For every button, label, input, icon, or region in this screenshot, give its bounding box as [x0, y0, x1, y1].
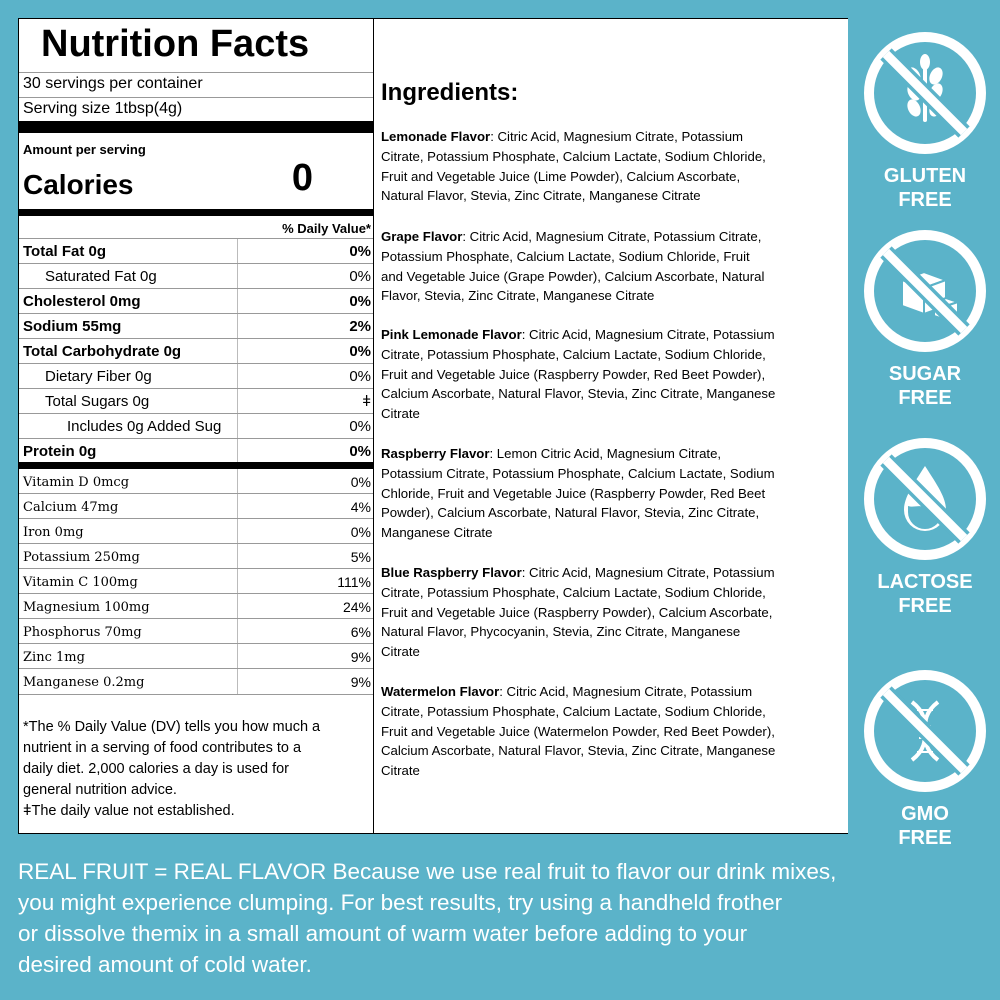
wheat-icon — [862, 30, 988, 156]
column-divider — [237, 569, 238, 594]
column-divider — [237, 519, 238, 544]
vitamin-row — [19, 494, 373, 519]
ingredient-text: Fruit and Vegetable Juice (Raspberry Powder, Red Beet Powder), — [381, 366, 766, 382]
ingredient-line — [381, 722, 847, 742]
footnote-line: general nutrition advice. — [23, 782, 177, 798]
amount-per-serving: Amount per serving — [23, 142, 146, 157]
ingredient-line — [381, 642, 847, 662]
badge-label — [862, 164, 988, 212]
nutrient-daily-value: 0% — [349, 418, 371, 435]
badge-line2: FREE — [898, 387, 952, 409]
ingredient-text: Citrate — [381, 406, 420, 422]
vitamin-row — [19, 594, 373, 619]
ingredient-line — [381, 741, 847, 761]
flavor-ingredients — [381, 325, 847, 424]
flavor-name: Watermelon Flavor — [381, 684, 500, 699]
vitamin-label: Magnesium 100mg — [23, 600, 150, 615]
badge-lactose-free — [862, 436, 988, 618]
ingredient-text: Flavor, Stevia, Zinc Citrate, Manganese Citrate — [381, 288, 655, 304]
ingredient-text: : Lemon Citric Acid, Magnesium Citrate, — [489, 446, 722, 461]
column-divider — [237, 339, 238, 364]
column-divider — [237, 494, 238, 519]
flavor-ingredients — [381, 127, 847, 206]
vitamin-daily-value: 5% — [350, 549, 371, 565]
badge-gluten-free — [862, 30, 988, 212]
note-line: you might experience clumping. For best results, try using a handheld frother — [18, 890, 783, 915]
calories-label: Calories — [23, 169, 134, 200]
ingredient-line — [381, 286, 847, 306]
vitamin-label: Iron 0mg — [23, 525, 84, 540]
badge-gmo-free — [862, 668, 988, 850]
calories-value: 0 — [291, 157, 313, 199]
nutrient-daily-value: 2% — [349, 318, 371, 335]
nutrient-label: Total Sugars 0g — [45, 393, 150, 410]
ingredient-line — [381, 583, 847, 603]
vitamin-daily-value: 111% — [337, 574, 371, 590]
vitamin-row — [19, 644, 373, 669]
nutrient-label: Includes 0g Added Sug — [67, 418, 222, 435]
vitamin-label: Potassium 250mg — [23, 550, 140, 565]
ingredients-heading: Ingredients: — [381, 79, 519, 106]
vitamin-row — [19, 469, 373, 494]
ingredient-text: : Citric Acid, Magnesium Citrate, Potassium — [499, 684, 753, 699]
badge-line1: GMO — [901, 803, 949, 825]
ingredient-line — [381, 484, 847, 504]
ingredient-text: Citrate, Potassium Phosphate, Calcium Lactate, Sodium Chloride, — [381, 148, 766, 164]
ingredient-text: Citrate — [381, 644, 420, 660]
vitamin-row — [19, 669, 373, 694]
ingredient-text: : Citric Acid, Magnesium Citrate, Potassium — [521, 327, 775, 342]
nutrient-daily-value: 0% — [349, 268, 371, 285]
ingredient-text: : Citric Acid, Magnesium Citrate, Potassium — [521, 565, 775, 580]
flavor-name: Grape Flavor — [381, 229, 463, 244]
ingredient-line — [381, 761, 847, 781]
column-divider — [237, 669, 238, 694]
divider — [19, 72, 373, 73]
nutrient-daily-value: 0% — [349, 368, 371, 385]
column-divider — [237, 239, 238, 264]
daily-value-header: % Daily Value* — [282, 221, 371, 236]
nutrient-label: Cholesterol 0mg — [23, 293, 141, 310]
note-line: REAL FRUIT = REAL FLAVOR Because we use real fruit to flavor our drink mixes, — [18, 859, 837, 884]
badge-line2: FREE — [898, 827, 952, 849]
ingredient-text: Natural Flavor, Phycocyanin, Stevia, Zinc Citrate, Manganese — [381, 624, 741, 640]
nutrient-label: Dietary Fiber 0g — [45, 368, 152, 385]
servings-text: 30 servings per container — [23, 75, 203, 92]
ingredient-line — [381, 345, 847, 365]
divider — [19, 694, 373, 695]
vitamin-row — [19, 544, 373, 569]
badge-label — [862, 362, 988, 410]
ingredient-line — [381, 603, 847, 623]
ingredient-line — [381, 622, 847, 642]
daily-value-footnote — [23, 717, 320, 822]
column-divider — [237, 314, 238, 339]
ingredient-text: Fruit and Vegetable Juice (Watermelon Powder, Red Beet Powder), — [381, 723, 775, 739]
ingredients-panel — [374, 18, 848, 834]
ingredient-text: Powder), Calcium Ascorbate, Natural Flavor, Stevia, Zinc Citrate, — [381, 505, 760, 521]
vitamin-daily-value: 0% — [350, 474, 371, 490]
nutrient-row — [19, 289, 373, 314]
ingredient-line — [381, 503, 847, 523]
thick-divider — [19, 209, 373, 216]
ingredient-line — [381, 325, 847, 345]
footnote-line: nutrient in a serving of food contributes to a — [23, 740, 302, 756]
ingredient-line — [381, 167, 847, 187]
column-divider — [237, 644, 238, 669]
footnote-line: daily diet. 2,000 calories a day is used for — [23, 761, 289, 777]
nutrient-row — [19, 314, 373, 339]
serving-size-text: Serving size 1tbsp(4g) — [23, 100, 183, 117]
ingredient-text: Natural Flavor, Stevia, Zinc Citrate, Manganese Citrate — [381, 188, 701, 204]
dna-icon — [862, 668, 988, 794]
badge-line2: FREE — [898, 189, 952, 211]
ingredient-line — [381, 444, 847, 464]
nutrient-daily-value: ǂ — [362, 393, 371, 410]
divider — [19, 97, 373, 98]
badge-line1: GLUTEN — [883, 165, 967, 187]
nutrient-row — [19, 439, 373, 464]
column-divider — [237, 439, 238, 464]
nutrient-daily-value: 0% — [349, 293, 371, 310]
column-divider — [237, 264, 238, 289]
vitamin-label: Phosphorus 70mg — [23, 625, 142, 640]
vitamin-label: Zinc 1mg — [23, 650, 85, 665]
ingredient-text: Fruit and Vegetable Juice (Raspberry Powder), Calcium Ascorbate, — [381, 604, 773, 620]
badge-line2: FREE — [898, 595, 952, 617]
nutrient-daily-value: 0% — [349, 443, 371, 460]
ingredient-line — [381, 563, 847, 583]
nutrient-row — [19, 389, 373, 414]
footnote-line: *The % Daily Value (DV) tells you how much a — [23, 719, 321, 735]
badge-line1: SUGAR — [888, 363, 962, 385]
column-divider — [237, 414, 238, 439]
ingredient-text: Citrate, Potassium Phosphate, Calcium Lactate, Sodium Chloride, — [381, 584, 766, 600]
vitamin-daily-value: 6% — [350, 624, 371, 640]
ingredient-text: Potassium Phosphate, Calcium Lactate, Sodium Chloride, Fruit — [381, 248, 750, 264]
column-divider — [237, 594, 238, 619]
badge-label — [862, 570, 988, 618]
ingredient-line — [381, 384, 847, 404]
column-divider — [237, 389, 238, 414]
vitamin-row — [19, 619, 373, 644]
ingredient-line — [381, 267, 847, 287]
ingredient-text: : Citric Acid, Magnesium Citrate, Potassium — [490, 129, 744, 144]
nutrient-daily-value: 0% — [349, 343, 371, 360]
ingredient-line — [381, 702, 847, 722]
ingredient-text: Calcium Ascorbate, Natural Flavor, Stevia, Zinc Citrate, Manganese — [381, 743, 776, 759]
ingredient-text: Calcium Ascorbate, Natural Flavor, Stevia, Zinc Citrate, Manganese — [381, 386, 776, 402]
flavor-ingredients — [381, 444, 847, 543]
sugar-cubes-icon — [862, 228, 988, 354]
nutrient-row — [19, 264, 373, 289]
flavor-ingredients — [381, 227, 847, 306]
thick-divider — [19, 462, 373, 469]
column-divider — [237, 289, 238, 314]
ingredient-line — [381, 147, 847, 167]
vitamin-row — [19, 519, 373, 544]
ingredient-line — [381, 682, 847, 702]
flavor-name: Pink Lemonade Flavor — [381, 327, 522, 342]
milk-drop-icon — [862, 436, 988, 562]
ingredient-text: Citrate — [381, 763, 420, 779]
fruit-clumping-note — [18, 856, 978, 980]
footnote-dagger: ǂThe daily value not established. — [23, 803, 235, 819]
badge-line1: LACTOSE — [877, 571, 973, 593]
column-divider — [237, 469, 238, 494]
flavor-ingredients — [381, 563, 847, 662]
column-divider — [237, 619, 238, 644]
ingredient-text: Fruit and Vegetable Juice (Lime Powder), Calcium Ascorbate, — [381, 168, 741, 184]
nutrient-label: Saturated Fat 0g — [45, 268, 157, 285]
ingredient-text: Potassium Citrate, Potassium Phosphate, Calcium Lactate, Sodium — [381, 465, 775, 481]
ingredient-text: : Citric Acid, Magnesium Citrate, Potassium Citrate, — [462, 229, 762, 244]
nutrient-label: Total Carbohydrate 0g — [23, 343, 182, 360]
vitamin-daily-value: 9% — [350, 649, 371, 665]
badge-label — [862, 802, 988, 850]
ingredient-text: and Vegetable Juice (Grape Powder), Calcium Ascorbate, Natural — [381, 268, 765, 284]
ingredient-text: Citrate, Potassium Phosphate, Calcium Lactate, Sodium Chloride, — [381, 346, 766, 362]
nutrient-label: Total Fat 0g — [23, 243, 107, 260]
flavor-name: Lemonade Flavor — [381, 129, 491, 144]
nutrient-row — [19, 364, 373, 389]
column-divider — [237, 544, 238, 569]
ingredient-line — [381, 404, 847, 424]
vitamin-label: Vitamin C 100mg — [23, 575, 138, 590]
vitamin-daily-value: 0% — [350, 524, 371, 540]
column-divider — [237, 364, 238, 389]
badge-sugar-free — [862, 228, 988, 410]
ingredient-line — [381, 247, 847, 267]
vitamin-label: Manganese 0.2mg — [23, 675, 145, 690]
ingredient-text: Manganese Citrate — [381, 525, 493, 541]
vitamin-row — [19, 569, 373, 594]
vitamin-label: Vitamin D 0mcg — [23, 475, 130, 490]
ingredient-line — [381, 227, 847, 247]
ingredient-line — [381, 186, 847, 206]
note-line: or dissolve themix in a small amount of warm water before adding to your — [18, 921, 748, 946]
note-line: desired amount of cold water. — [18, 952, 312, 977]
ingredient-line — [381, 523, 847, 543]
ingredient-line — [381, 464, 847, 484]
ingredient-line — [381, 127, 847, 147]
flavor-name: Raspberry Flavor — [381, 446, 490, 461]
nutrient-row — [19, 339, 373, 364]
nutrient-row — [19, 414, 373, 439]
vitamin-daily-value: 24% — [342, 599, 371, 615]
ingredient-line — [381, 365, 847, 385]
thick-divider — [19, 121, 373, 133]
nutrient-daily-value: 0% — [349, 243, 371, 260]
nutrition-title: Nutrition Facts — [41, 23, 310, 65]
nutrient-row — [19, 239, 373, 264]
nutrition-facts-panel — [18, 18, 374, 834]
flavor-name: Blue Raspberry Flavor — [381, 565, 522, 580]
nutrient-label: Protein 0g — [23, 443, 97, 460]
nutrient-label: Sodium 55mg — [23, 318, 122, 335]
ingredient-text: Citrate, Potassium Phosphate, Calcium Lactate, Sodium Chloride, — [381, 703, 766, 719]
vitamin-label: Calcium 47mg — [23, 500, 119, 515]
flavor-ingredients — [381, 682, 847, 781]
ingredient-text: Chloride, Fruit and Vegetable Juice (Raspberry Powder, Red Beet — [381, 485, 766, 501]
vitamin-daily-value: 9% — [350, 674, 371, 690]
vitamin-daily-value: 4% — [350, 499, 371, 515]
